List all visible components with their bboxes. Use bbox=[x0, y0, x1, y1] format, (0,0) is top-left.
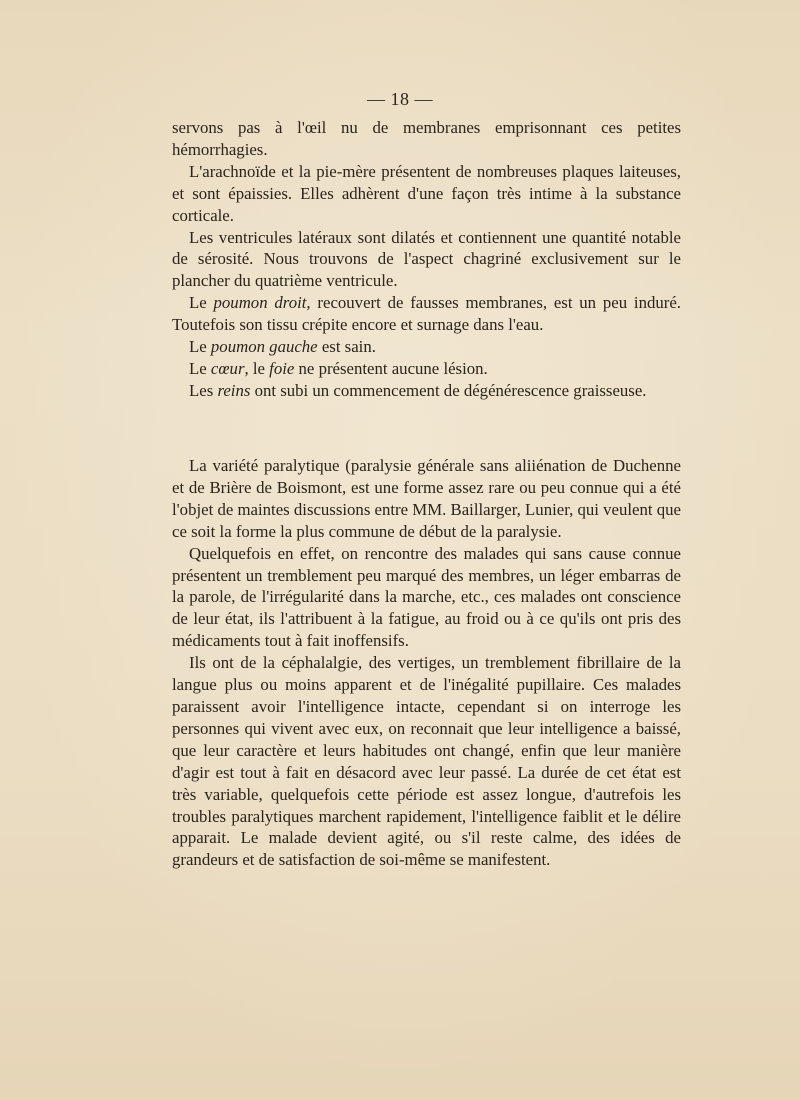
text-mid: , le bbox=[244, 358, 270, 378]
autopsy-findings-section bbox=[172, 117, 681, 402]
paragraph-right-lung bbox=[172, 292, 681, 336]
text-suffix: ne présentent aucune lésion. bbox=[294, 358, 488, 378]
text-prefix: Les bbox=[189, 380, 218, 400]
text-prefix: Le bbox=[189, 293, 214, 313]
paragraph-left-lung bbox=[172, 336, 681, 358]
text-suffix: recouvert de fausses membranes, est un peu induré. Toutefois son tissu crépite encore et surnage dans l'eau. bbox=[172, 293, 681, 335]
text-suffix: ont subi un commencement de dégénérescence graisseuse. bbox=[250, 380, 647, 400]
italic-term-heart: cœur bbox=[210, 358, 245, 378]
italic-term-left-lung: poumon gauche bbox=[210, 337, 318, 357]
paragraph-symptoms: Quelquefois en effet, on rencontre des malades qui sans cause connue présentent un tremblement peu marqué des membres, un léger embarras de la parole, de l'irrégularité dans la marche, etc., ces malades ont conscience de leur état, ils l'attribuent à la fatigue, au froid ou à ce qu'ils ont pris des médicaments tout à fait inoffensifs. bbox=[172, 543, 681, 651]
paragraph-heart-liver bbox=[172, 358, 681, 380]
page-number: — 18 — bbox=[367, 89, 433, 109]
paragraph-continuation: servons pas à l'œil nu de membranes emprisonnant ces petites hémorrhagies. bbox=[172, 118, 681, 159]
text-suffix: est sain. bbox=[317, 337, 376, 357]
paragraph-cephalalgia: Ils ont de la céphalalgie, des vertiges, un tremblement fibrillaire de la langue plus ou moins apparent et de l'inégalité pupillaire. Ces malades paraissent avoir l'intelligence intacte, cependant si on interroge les personnes qui vivent avec eux, on reconnait que leur intelligence a baissé, que leur caractère et leurs habitudes ont changé, enfin que leur manière d'agir est tout à fait en désacord avec leur passé. La durée de cet état est très variable, quelquefois cette période est assez longue, d'autrefois les troubles paralytiques marchent rapidement, l'intelligence faiblit et le délire apparait. Le malade devient agité, ou s'il reste calme, des idées de grandeurs et de satisfaction de soi-même se manifestent. bbox=[172, 653, 681, 870]
text-prefix: Le bbox=[189, 337, 211, 357]
paragraph-paralytic-variety: La variété paralytique (paralysie générale sans aliiénation de Duchenne et de Brière de Boismont, est une forme assez rare ou peu connue qui a été l'objet de maintes discussions entre MM. Baillarger, Lunier, qui veulent que ce soit la forme la plus commune de début de la paralysie. bbox=[172, 456, 681, 541]
paragraph-arachnoid: L'arachnoïde et la pie-mère présentent de nombreuses plaques laiteuses, et sont épaissies. Elles adhèrent d'une façon très intime à la substance corticale. bbox=[172, 161, 681, 225]
italic-term-liver: foie bbox=[269, 358, 295, 378]
paralytic-variety-section bbox=[172, 455, 681, 871]
italic-term-kidneys: reins bbox=[217, 380, 251, 400]
text-prefix: Le bbox=[189, 358, 211, 378]
italic-term-right-lung: poumon droit, bbox=[213, 293, 311, 313]
paragraph-ventricles: Les ventricules latéraux sont dilatés et contiennent une quantité notable de sérosité. Nous trouvons de l'aspect chagriné exclusivement sur le plancher du quatrième ventricule. bbox=[172, 227, 681, 291]
paragraph-kidneys bbox=[172, 380, 681, 402]
